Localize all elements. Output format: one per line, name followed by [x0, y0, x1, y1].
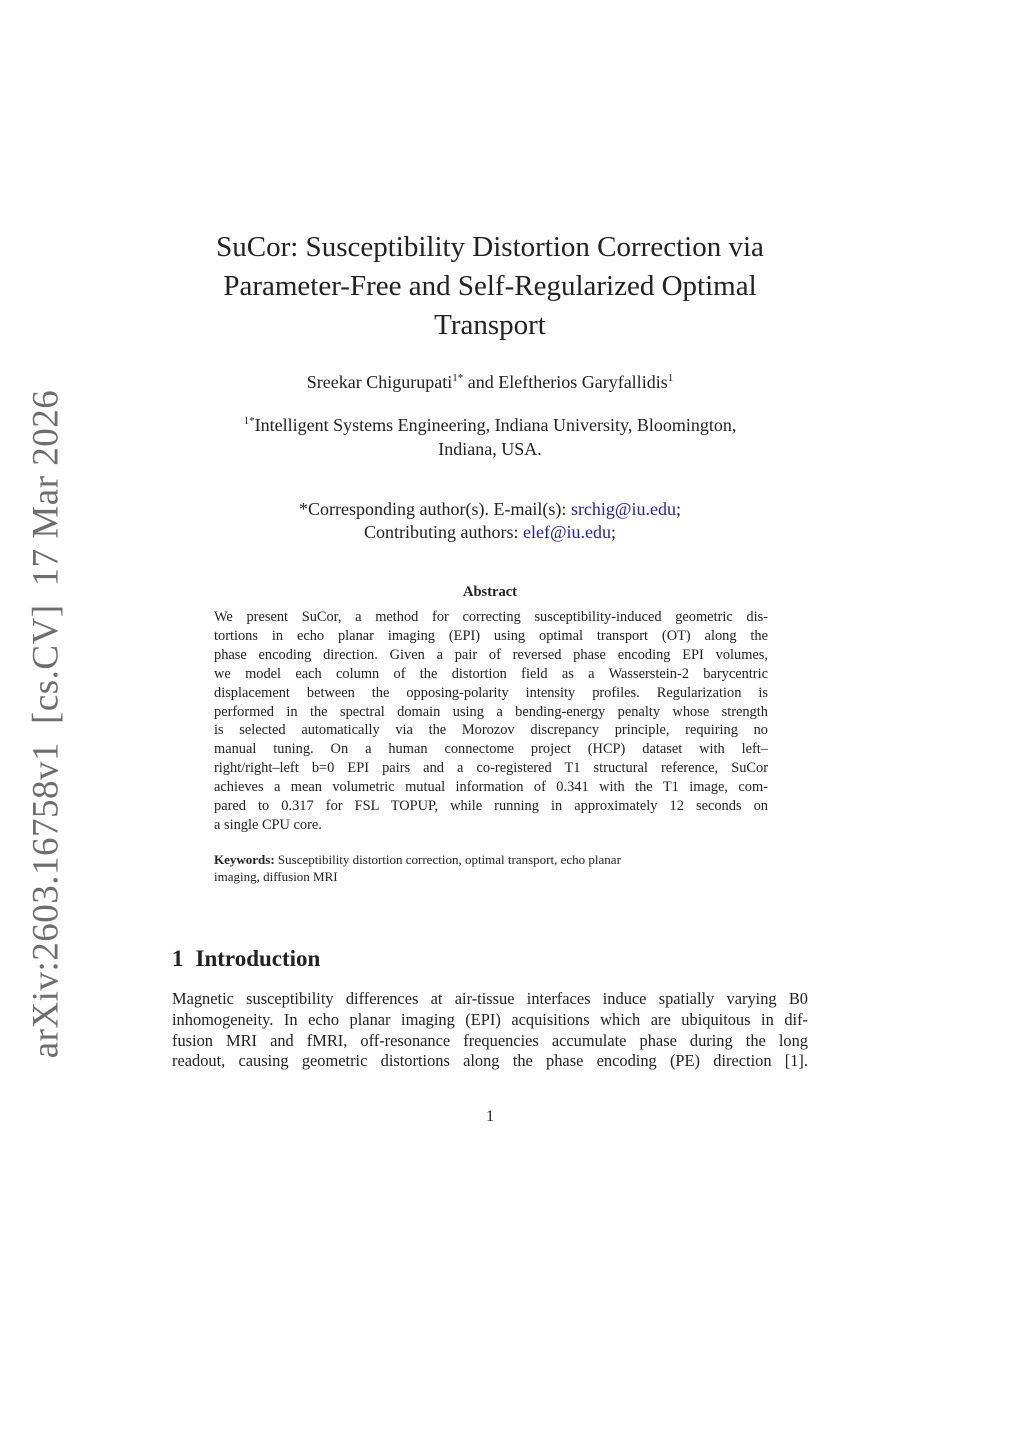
corresponding-email-link[interactable]: srchig@iu.edu — [570, 499, 676, 519]
title-line-3: Transport — [434, 309, 546, 341]
paper-title — [200, 228, 780, 345]
title-line-2: Parameter-Free and Self-Regularized Optimal — [223, 270, 757, 302]
intro-line: fusion MRI and fMRI, off-resonance frequencies accumulate phase during the long — [172, 1030, 808, 1050]
abstract-line: pared to 0.317 for FSL TOPUP, while running in approximately 12 seconds on — [214, 798, 768, 815]
abstract-line: a single CPU core. — [214, 816, 322, 833]
abstract-line: performed in the spectral domain using a bending-energy penalty whose strength — [214, 703, 768, 720]
keywords-line-2: imaging, diffusion MRI — [214, 869, 338, 884]
author-2: Eleftherios Garyfallidis — [498, 372, 668, 392]
affiliation — [200, 409, 780, 461]
author-1: Sreekar Chigurupati — [306, 372, 453, 392]
contact-info — [200, 498, 780, 544]
intro-line: readout, causing geometric distortions along the phase encoding (PE) direction [1]. — [172, 1051, 808, 1071]
abstract-line: is selected automatically via the Morozov discrepancy principle, requiring no — [214, 722, 768, 739]
page-number: 1 — [486, 1108, 494, 1125]
separator-2: ; — [611, 522, 617, 542]
affiliation-mark: 1* — [243, 415, 255, 427]
arxiv-date: 17 Mar 2026 — [25, 389, 67, 587]
intro-line: inhomogeneity. In echo planar imaging (EPI) acquisitions which are ubiquitous in dif- — [172, 1009, 808, 1029]
title-line-1: SuCor: Susceptibility Distortion Correction via — [216, 231, 764, 263]
section-title: Introduction — [195, 946, 321, 971]
corresponding-label: *Corresponding author(s). E-mail(s): — [298, 499, 567, 519]
author-list — [200, 372, 780, 393]
contributing-label: Contributing authors: — [363, 522, 519, 542]
introduction-body — [172, 989, 808, 1072]
affiliation-line-1: Intelligent Systems Engineering, Indiana University, Bloomington, — [254, 415, 737, 435]
abstract-line: phase encoding direction. Given a pair of reversed phase encoding EPI volumes, — [214, 646, 768, 663]
abstract-line: achieves a mean volumetric mutual information of 0.341 with the T1 image, com- — [214, 779, 768, 796]
abstract-body — [214, 608, 768, 835]
author-1-mark: 1* — [452, 372, 464, 384]
abstract-line: manual tuning. On a human connectome project (HCP) dataset with left– — [214, 741, 768, 758]
abstract-line: right/right–left b=0 EPI pairs and a co-registered T1 structural reference, SuCor — [214, 760, 768, 777]
keywords-line-1: Susceptibility distortion correction, optimal transport, echo planar — [277, 852, 621, 867]
author-conjunction: and — [467, 372, 494, 392]
intro-line: Magnetic susceptibility differences at air-tissue interfaces induce spatially varying B0 — [172, 989, 808, 1008]
affiliation-line-2: Indiana, USA. — [438, 439, 542, 459]
author-2-mark: 1 — [667, 372, 674, 384]
abstract-heading: Abstract — [463, 584, 517, 600]
arxiv-identifier: arXiv:2603.16758v1 — [25, 742, 67, 1059]
contributing-email-link[interactable]: elef@iu.edu — [522, 522, 612, 542]
arxiv-stamp — [25, 390, 68, 1059]
abstract-line: displacement between the opposing-polarity intensity profiles. Regularization is — [214, 684, 768, 701]
section-number: 1 — [172, 946, 184, 971]
keywords-label: Keywords: — [214, 852, 275, 867]
arxiv-category: [cs.CV] — [25, 604, 67, 724]
abstract-line: We present SuCor, a method for correcting susceptibility-induced geometric dis- — [214, 609, 768, 625]
abstract-line: tortions in echo planar imaging (EPI) using optimal transport (OT) along the — [214, 627, 768, 644]
abstract-line: we model each column of the distortion field as a Wasserstein-2 barycentric — [214, 665, 768, 682]
keywords — [214, 851, 768, 885]
separator-1: ; — [676, 499, 682, 519]
section-heading — [172, 946, 320, 972]
